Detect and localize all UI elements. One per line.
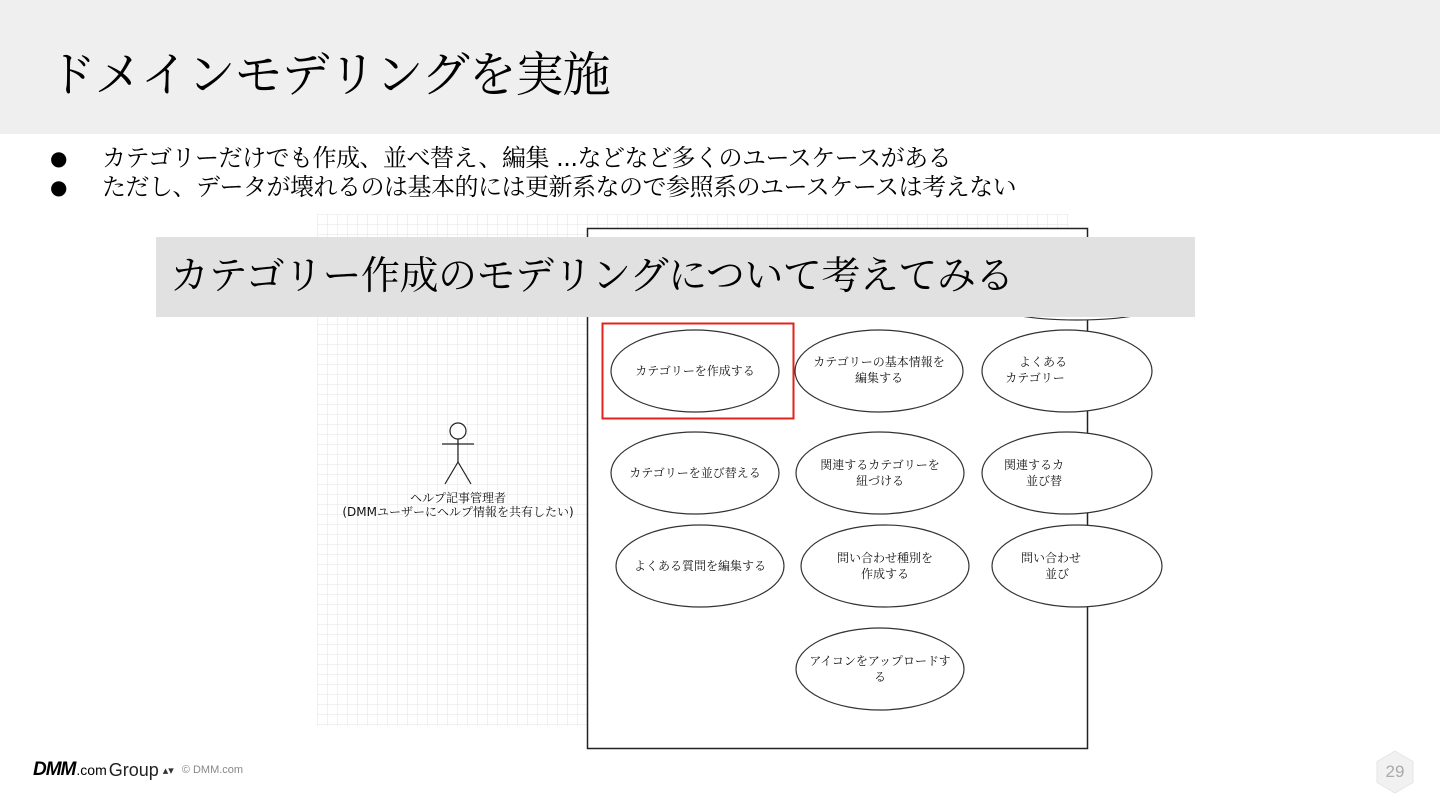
slide-title: ドメインモデリングを実施: [48, 47, 610, 103]
bullet-dot: ●: [50, 175, 67, 199]
use-case-label: 並び: [1044, 567, 1070, 581]
use-case-sort-related[interactable]: [982, 432, 1152, 514]
use-case-label: 問い合わせ種別を: [836, 551, 934, 565]
title-band: [0, 0, 1440, 134]
use-case-label: カテゴリーの基本情報を: [813, 355, 945, 369]
use-case-label: 編集する: [854, 371, 904, 385]
bullet-text: カテゴリーだけでも作成、並べ替え、編集 ...などなど多くのユースケースがある: [102, 144, 952, 172]
use-case-label: よくある: [1018, 355, 1068, 369]
use-case-label: 問い合わせ: [1020, 551, 1082, 565]
use-case-label: カテゴリー: [1005, 371, 1065, 385]
logo-mark-icon: ▴▾: [162, 763, 174, 777]
page-number: [1376, 750, 1414, 794]
use-case-link-category[interactable]: [796, 432, 964, 514]
actor-label: ヘルプ記事管理者: [409, 491, 507, 505]
use-case-label: る: [873, 670, 887, 684]
copyright-text: © DMM.com: [181, 764, 244, 776]
bullet-text: ただし、データが壊れるのは基本的には更新系なので参照系のユースケースは考えない: [102, 173, 1017, 201]
use-case-label: 関連するカテゴリーを: [820, 458, 940, 472]
use-case-label: アイコンをアップロードす: [809, 654, 951, 668]
bullet-item: [50, 144, 1016, 173]
use-case-label: 関連するカ: [1003, 458, 1065, 472]
bullet-dot: ●: [50, 146, 67, 170]
logo-dmm: DMM: [33, 759, 76, 780]
logo-group: Group: [108, 759, 159, 780]
logo-com: .com: [76, 762, 107, 778]
callout-text: カテゴリー作成のモデリングについて考えてみる: [170, 254, 1014, 299]
use-case-label: よくある質問を編集する: [633, 559, 767, 573]
use-case-label: 作成する: [860, 567, 910, 581]
use-case-sort-inquiry[interactable]: [992, 525, 1162, 607]
use-case-label: 並び替: [1025, 474, 1063, 488]
use-case-upload-icon[interactable]: [796, 628, 964, 710]
use-case-label: カテゴリーを並び替える: [629, 466, 761, 480]
use-case-label: 紐づける: [855, 474, 905, 488]
use-case-label: カテゴリーを作成する: [635, 364, 755, 378]
use-case-create-inquiry[interactable]: [801, 525, 969, 607]
page-number-text: 29: [1385, 762, 1405, 781]
callout-box: [156, 237, 1195, 317]
bullet-list: [50, 144, 1016, 202]
actor-description: (DMMユーザーにヘルプ情報を共有したい): [342, 505, 574, 519]
bullet-item: [50, 173, 1016, 202]
footer-logo: [33, 758, 243, 782]
